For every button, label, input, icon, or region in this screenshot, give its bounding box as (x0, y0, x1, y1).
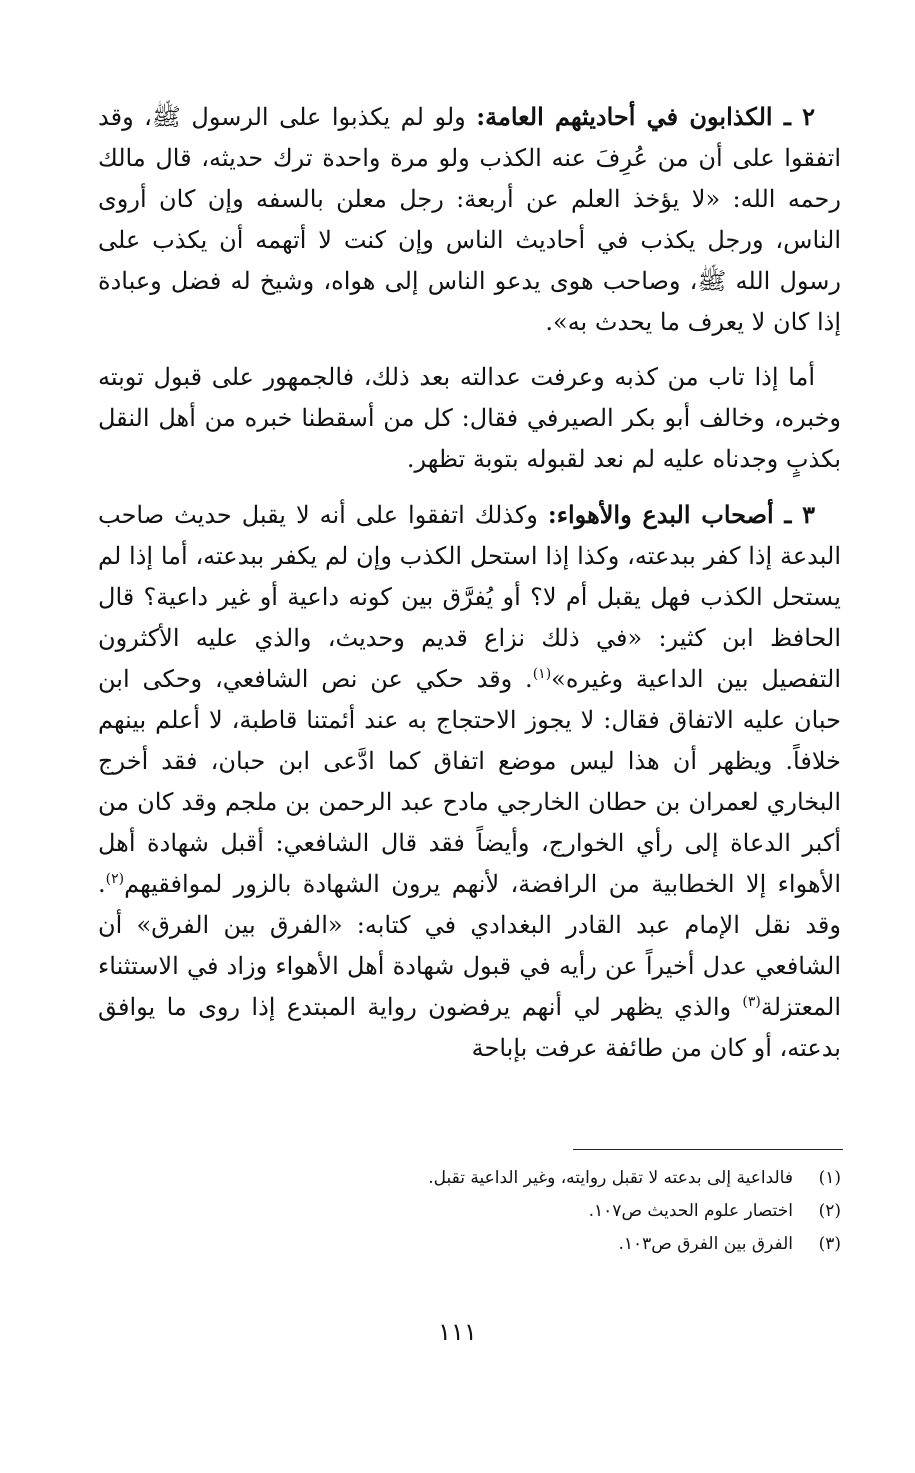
page-number: ١١١ (438, 1318, 477, 1346)
footnote-1 (98, 1162, 841, 1195)
footnote-separator (573, 1149, 843, 1150)
paragraph-repentance (98, 357, 841, 480)
paragraph-innovators-text-c: . وقد نقل الإمام عبد القادر البغدادي في كتابه: «الفرق بين الفرق» أن الشافعي عدل أخيراً عن رأيه في قبول شهادة أهل الأهواء وزاد في الاستثناء المعتزلة (98, 870, 841, 1021)
footnote-ref-1: (١) (532, 666, 552, 682)
main-text (98, 96, 841, 1069)
paragraph-repentance-text: أما إذا تاب من كذبه وعرفت عدالته بعد ذلك، فالجمهور على قبول توبته وخبره، وخالف أبو بكر الصيرفي فقال: كل من أسقطنا خبره من أهل النقل بكذبٍ وجدناه عليه لم نعد لقبوله بتوبة تظهر. (98, 363, 841, 473)
footnote-number: (١) (818, 1168, 841, 1188)
paragraph-liars-text: ولو لم يكذبوا على الرسول ﷺ، وقد اتفقوا على أن من عُرِفَ عنه الكذب ولو مرة واحدة ترك حديثه، قال مالك رحمه الله: «لا يؤخذ العلم عن أربعة: رجل معلن بالسفه وإن كان أروى الناس، ورجل يكذب في أحاديث الناس وإن كنت لا أتهمه أن يكذب على رسول الله ﷺ، وصاحب هوى يدعو الناس إلى هواه، وشيخ له فضل وعبادة إذا كان لا يعرف ما يحدث به». (98, 103, 841, 336)
footnote-ref-2: (٢) (105, 871, 125, 887)
footnote-text: اختصار علوم الحديث ص١٠٧. (588, 1201, 793, 1221)
footnote-2 (98, 1195, 841, 1228)
paragraph-liars (98, 96, 841, 343)
paragraph-innovators (98, 494, 841, 1069)
paragraph-innovators-text-d: والذي يظهر لي أنهم يرفضون رواية المبتدع إذا روى ما يوافق بدعته، أو كان من طائفة عرفت بإباحة (98, 993, 841, 1062)
footnote-number: (٢) (818, 1201, 841, 1221)
footnote-3 (98, 1228, 841, 1261)
footnote-text: فالداعية إلى بدعته لا تقبل روايته، وغير الداعية تقبل. (428, 1168, 793, 1188)
footnote-number: (٣) (818, 1234, 841, 1254)
paragraph-innovators-text-b: . وقد حكي عن نص الشافعي، وحكى ابن حبان عليه الاتفاق فقال: لا يجوز الاحتجاج به عند أئمتنا قاطبة، لا أعلم بينهم خلافاً. ويظهر أن هذا ليس موضع اتفاق كما ادَّعى ابن حبان، فقد أخرج البخاري لعمران بن حطان الخارجي مادح عبد الرحمن بن ملجم وقد كان من أكبر الدعاة إلى رأي الخوارج، وأيضاً فقد قال الشافعي: أقبل شهادة أهل الأهواء إلا الخطابية من الرافضة، لأنهم يرون الشهادة بالزور لموافقيهم (98, 665, 841, 898)
section-heading-innovators: ٣ ـ أصحاب البدع والأهواء: (547, 500, 815, 529)
paragraph-innovators-text-a: وكذلك اتفقوا على أنه لا يقبل حديث صاحب البدعة إذا كفر ببدعته، وكذا إذا استحل الكذب وإن لم يكفر ببدعته، أما إذا لم يستحل الكذب فهل يقبل أم لا؟ أو يُفرَّق بين كونه داعية أو غير داعية؟ قال الحافظ ابن كثير: «في ذلك نزاع قديم وحديث، والذي عليه الأكثرون التفصيل بين الداعية وغيره» (98, 501, 841, 693)
footnote-text: الفرق بين الفرق ص١٠٣. (618, 1234, 793, 1254)
section-heading-liars: ٢ ـ الكذابون في أحاديثهم العامة: (476, 102, 815, 131)
footnote-ref-3: (٣) (742, 994, 761, 1010)
footnotes (98, 1162, 841, 1261)
